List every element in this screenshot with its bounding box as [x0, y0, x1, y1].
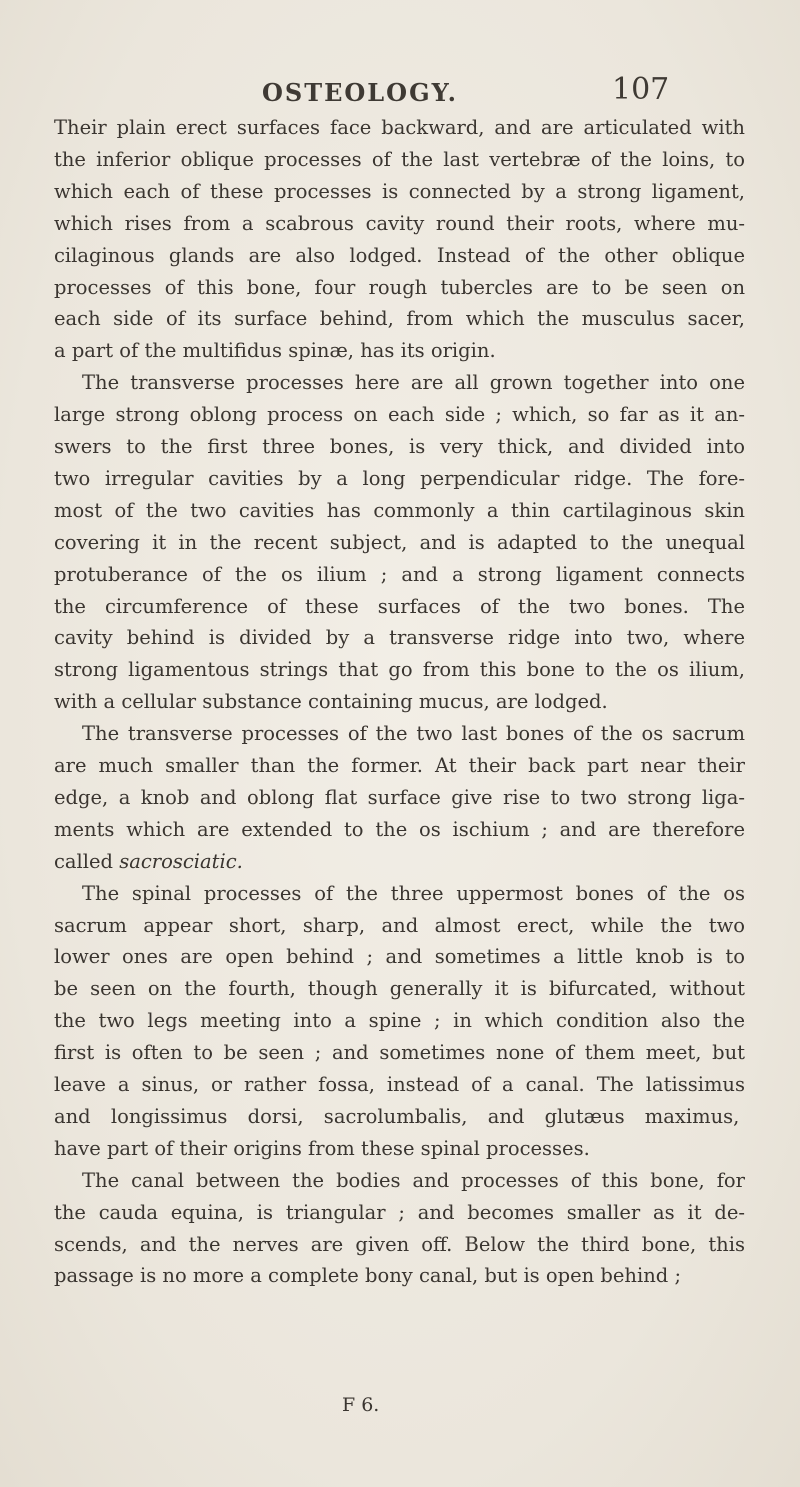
page-number: 107: [612, 72, 670, 107]
text-line: most of the two cavities has commonly a thin cartilaginous skin: [54, 499, 745, 522]
text-line: lower ones are open behind ; and sometimes a little knob is to: [54, 945, 745, 968]
text-line: be seen on the fourth, though generally it is bifurcated, without: [54, 977, 745, 1000]
page-header: [0, 72, 800, 112]
text-line: passage is no more a complete bony canal, but is open behind ;: [54, 1264, 682, 1287]
text-line: cilaginous glands are also lodged. Instead of the other oblique: [54, 244, 745, 267]
text-line: a part of the multifidus spinæ, has its origin.: [54, 339, 496, 362]
text-line: first is often to be seen ; and sometimes none of them meet, but: [54, 1041, 745, 1064]
text-line: sacrum appear short, sharp, and almost erect, while the two: [54, 914, 745, 937]
text-line: covering it in the recent subject, and is adapted to the unequal: [54, 531, 745, 554]
text-line: each side of its surface behind, from which the musculus sacer,: [54, 307, 745, 330]
text-line: which each of these processes is connected by a strong ligament,: [54, 180, 745, 203]
text-line: two irregular cavities by a long perpendicular ridge. The fore-: [54, 467, 745, 490]
text-line: and longissimus dorsi, sacrolumbalis, and glutæus maximus,: [54, 1105, 740, 1128]
text-line: The transverse processes here are all grown together into one: [82, 371, 745, 394]
text-line: strong ligamentous strings that go from this bone to the os ilium,: [54, 658, 745, 681]
signature-mark: F 6.: [342, 1394, 380, 1416]
text-line: large strong oblong process on each side ; which, so far as it an-: [54, 403, 745, 426]
text-line: ments which are extended to the os ischium ; and are therefore: [54, 818, 745, 841]
text-line: the two legs meeting into a spine ; in which condition also the: [54, 1009, 745, 1032]
running-head: OSTEOLOGY.: [262, 78, 458, 107]
text-line: scends, and the nerves are given off. Below the third bone, this: [54, 1233, 745, 1256]
text-line: are much smaller than the former. At their back part near their: [54, 754, 745, 777]
text-line: The canal between the bodies and processes of this bone, for: [82, 1169, 745, 1192]
text-line: edge, a knob and oblong flat surface give rise to two strong liga-: [54, 786, 745, 809]
text-line: processes of this bone, four rough tubercles are to be seen on: [54, 276, 745, 299]
text-line: have part of their origins from these spinal processes.: [54, 1137, 590, 1160]
text-line: which rises from a scabrous cavity round their roots, where mu-: [54, 212, 745, 235]
text-line: cavity behind is divided by a transverse ridge into two, where: [54, 626, 745, 649]
text-line: the cauda equina, is triangular ; and becomes smaller as it de-: [54, 1201, 745, 1224]
text-line: The spinal processes of the three uppermost bones of the os: [82, 882, 745, 905]
text-line: called sacrosciatic.: [54, 850, 243, 873]
text-line: protuberance of the os ilium ; and a strong ligament connects: [54, 563, 745, 586]
text-line: with a cellular substance containing mucus, are lodged.: [54, 690, 608, 713]
text-line: the circumference of these surfaces of the two bones. The: [54, 595, 745, 618]
text-line: The transverse processes of the two last bones of the os sacrum: [82, 722, 745, 745]
text-line: the inferior oblique processes of the last vertebræ of the loins, to: [54, 148, 745, 171]
text-line: Their plain erect surfaces face backward, and are articulated with: [54, 116, 745, 139]
text-line: leave a sinus, or rather fossa, instead of a canal. The latissimus: [54, 1073, 745, 1096]
text-line: swers to the first three bones, is very thick, and divided into: [54, 435, 745, 458]
